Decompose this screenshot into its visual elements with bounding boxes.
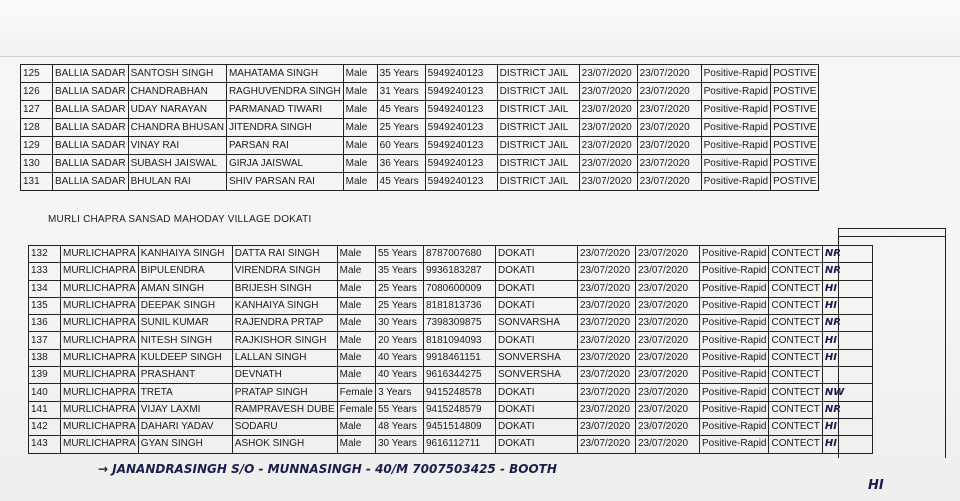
cell-father: ASHOK SINGH: [232, 436, 337, 453]
cell-father: SODARU: [232, 418, 337, 435]
cell-name: DAHARI YADAV: [138, 418, 232, 435]
cell-name: TRETA: [138, 384, 232, 401]
table-row: [29, 384, 873, 401]
cell-date2: 23/07/2020: [636, 418, 700, 435]
handwritten-mark: [822, 367, 872, 384]
cell-area: BALLIA SADAR: [53, 83, 129, 101]
cell-name: NITESH SINGH: [138, 332, 232, 349]
cell-date2: 23/07/2020: [636, 315, 700, 332]
cell-test: Positive-Rapid: [700, 401, 769, 418]
cell-area: MURLICHAPRA: [61, 367, 139, 384]
cell-result: CONTECT: [769, 246, 822, 263]
cell-date1: 23/07/2020: [578, 332, 636, 349]
cell-date1: 23/07/2020: [578, 246, 636, 263]
table-row: [29, 280, 873, 297]
cell-date1: 23/07/2020: [578, 367, 636, 384]
cell-date2: 23/07/2020: [637, 65, 701, 83]
cell-sno: 140: [29, 384, 61, 401]
cell-father: RAJENDRA PRTAP: [232, 315, 337, 332]
cell-date1: 23/07/2020: [578, 384, 636, 401]
cell-father: BRIJESH SINGH: [232, 280, 337, 297]
handwritten-mark: NR: [822, 263, 872, 280]
table-row: [29, 263, 873, 280]
cell-phone: 5949240123: [425, 137, 497, 155]
cell-area: BALLIA SADAR: [53, 173, 129, 191]
handwritten-mark: HI: [822, 332, 872, 349]
table-row: [29, 418, 873, 435]
cell-result: CONTECT: [769, 384, 822, 401]
cell-father: MAHATAMA SINGH: [226, 65, 343, 83]
table-row: [29, 436, 873, 453]
cell-sex: Male: [337, 297, 375, 314]
cell-sex: Male: [337, 367, 375, 384]
cell-result: CONTECT: [769, 280, 822, 297]
cell-address: DOKATI: [496, 280, 578, 297]
cell-phone: 5949240123: [425, 65, 497, 83]
cell-date1: 23/07/2020: [578, 401, 636, 418]
cell-sno: 138: [29, 349, 61, 366]
cell-date2: 23/07/2020: [636, 384, 700, 401]
table-row: [21, 119, 819, 137]
cell-name: SUBASH JAISWAL: [128, 155, 226, 173]
cell-sno: 127: [21, 101, 53, 119]
cell-father: PARSAN RAI: [226, 137, 343, 155]
cell-sex: Male: [343, 155, 377, 173]
cell-test: Positive-Rapid: [701, 65, 770, 83]
cell-phone: 8181094093: [424, 332, 496, 349]
cell-name: SUNIL KUMAR: [138, 315, 232, 332]
cell-age: 55 Years: [376, 401, 424, 418]
cell-address: DOKATI: [496, 384, 578, 401]
cell-address: DISTRICT JAIL: [497, 137, 579, 155]
table-row: [21, 137, 819, 155]
table-row: [29, 246, 873, 263]
cell-sex: Male: [343, 101, 377, 119]
cell-result: POSTIVE: [771, 65, 819, 83]
cell-date2: 23/07/2020: [636, 280, 700, 297]
cell-area: BALLIA SADAR: [53, 137, 129, 155]
cell-name: BHULAN RAI: [128, 173, 226, 191]
cell-sex: Male: [337, 280, 375, 297]
cell-test: Positive-Rapid: [700, 263, 769, 280]
cell-area: MURLICHAPRA: [61, 297, 139, 314]
cell-area: MURLICHAPRA: [61, 436, 139, 453]
cell-phone: 9936183287: [424, 263, 496, 280]
cell-father: GIRJA JAISWAL: [226, 155, 343, 173]
cell-sno: 143: [29, 436, 61, 453]
handwritten-mark: NW: [822, 384, 872, 401]
cell-test: Positive-Rapid: [700, 297, 769, 314]
cell-result: CONTECT: [769, 418, 822, 435]
cell-area: MURLICHAPRA: [61, 401, 139, 418]
cell-sex: Male: [337, 349, 375, 366]
cell-date2: 23/07/2020: [637, 155, 701, 173]
cell-name: CHANDRABHAN: [128, 83, 226, 101]
cell-sex: Male: [343, 83, 377, 101]
cell-sex: Male: [343, 65, 377, 83]
cell-test: Positive-Rapid: [700, 436, 769, 453]
cell-area: MURLICHAPRA: [61, 280, 139, 297]
cell-age: 20 Years: [376, 332, 424, 349]
cell-age: 31 Years: [377, 83, 425, 101]
village-heading: MURLI CHAPRA SANSAD MAHODAY VILLAGE DOKATI: [48, 214, 312, 225]
cell-date2: 23/07/2020: [637, 137, 701, 155]
cell-name: BIPULENDRA: [138, 263, 232, 280]
cell-phone: 8787007680: [424, 246, 496, 263]
cell-date1: 23/07/2020: [578, 297, 636, 314]
cell-name: KANHAIYA SINGH: [138, 246, 232, 263]
cell-test: Positive-Rapid: [701, 101, 770, 119]
cell-result: CONTECT: [769, 332, 822, 349]
cell-phone: 9918461151: [424, 349, 496, 366]
cell-date2: 23/07/2020: [637, 119, 701, 137]
cell-sex: Male: [343, 119, 377, 137]
handwritten-mark: HI: [822, 436, 872, 453]
cell-test: Positive-Rapid: [700, 349, 769, 366]
cell-name: PRASHANT: [138, 367, 232, 384]
cell-age: 25 Years: [376, 297, 424, 314]
handwritten-mark: HI: [822, 349, 872, 366]
cell-age: 60 Years: [377, 137, 425, 155]
cell-area: MURLICHAPRA: [61, 332, 139, 349]
cell-sex: Male: [343, 173, 377, 191]
cell-sno: 133: [29, 263, 61, 280]
cell-address: DISTRICT JAIL: [497, 155, 579, 173]
table-row: [29, 315, 873, 332]
cell-test: Positive-Rapid: [700, 367, 769, 384]
cell-date2: 23/07/2020: [636, 332, 700, 349]
cell-date1: 23/07/2020: [579, 101, 637, 119]
cell-result: POSTIVE: [771, 83, 819, 101]
cell-sex: Female: [337, 401, 375, 418]
cell-address: DOKATI: [496, 436, 578, 453]
cell-father: KANHAIYA SINGH: [232, 297, 337, 314]
cell-date1: 23/07/2020: [579, 83, 637, 101]
cell-sno: 137: [29, 332, 61, 349]
cell-address: SONVERSHA: [496, 367, 578, 384]
cell-name: SANTOSH SINGH: [128, 65, 226, 83]
handwritten-note: → JANANDRASINGH S/O - MUNNASINGH - 40/M 7007503425 - BOOTH: [98, 462, 557, 476]
cell-address: DOKATI: [496, 418, 578, 435]
cell-address: DISTRICT JAIL: [497, 101, 579, 119]
cell-father: PRATAP SINGH: [232, 384, 337, 401]
cell-area: BALLIA SADAR: [53, 65, 129, 83]
cell-age: 40 Years: [376, 367, 424, 384]
cell-phone: 5949240123: [425, 101, 497, 119]
table-row: [29, 367, 873, 384]
cell-age: 36 Years: [377, 155, 425, 173]
cell-result: POSTIVE: [771, 155, 819, 173]
cell-age: 35 Years: [376, 263, 424, 280]
cell-result: POSTIVE: [771, 173, 819, 191]
table-row: [29, 349, 873, 366]
cell-phone: 9415248578: [424, 384, 496, 401]
cell-date1: 23/07/2020: [578, 315, 636, 332]
cell-address: DISTRICT JAIL: [497, 119, 579, 137]
cell-sex: Male: [337, 246, 375, 263]
cell-phone: 5949240123: [425, 119, 497, 137]
cell-age: 45 Years: [377, 173, 425, 191]
cell-age: 25 Years: [376, 280, 424, 297]
cell-test: Positive-Rapid: [700, 315, 769, 332]
handwritten-mark: NR: [822, 315, 872, 332]
cell-age: 45 Years: [377, 101, 425, 119]
table-row: [21, 65, 819, 83]
cell-phone: 5949240123: [425, 155, 497, 173]
cell-age: 30 Years: [376, 436, 424, 453]
cell-name: DEEPAK SINGH: [138, 297, 232, 314]
cell-phone: 8181813736: [424, 297, 496, 314]
cell-sno: 125: [21, 65, 53, 83]
cell-result: CONTECT: [769, 349, 822, 366]
cell-date2: 23/07/2020: [636, 263, 700, 280]
cell-phone: 9451514809: [424, 418, 496, 435]
cell-date1: 23/07/2020: [578, 280, 636, 297]
cell-name: AMAN SINGH: [138, 280, 232, 297]
cell-date2: 23/07/2020: [636, 297, 700, 314]
cell-father: RAGHUVENDRA SINGH: [226, 83, 343, 101]
cell-date2: 23/07/2020: [636, 436, 700, 453]
cell-age: 55 Years: [376, 246, 424, 263]
cell-address: DISTRICT JAIL: [497, 65, 579, 83]
jail-contacts-table: [20, 64, 819, 191]
cell-sex: Male: [337, 418, 375, 435]
cell-sex: Male: [337, 263, 375, 280]
cell-age: 30 Years: [376, 315, 424, 332]
cell-date1: 23/07/2020: [578, 349, 636, 366]
cell-date2: 23/07/2020: [637, 101, 701, 119]
cell-test: Positive-Rapid: [700, 280, 769, 297]
cell-sex: Female: [337, 384, 375, 401]
cell-phone: 7398309875: [424, 315, 496, 332]
handwritten-mark: NR: [822, 246, 872, 263]
cell-address: SONVARSHA: [496, 315, 578, 332]
cell-date2: 23/07/2020: [636, 367, 700, 384]
table-row: [21, 101, 819, 119]
cell-father: DEVNATH: [232, 367, 337, 384]
cell-date2: 23/07/2020: [636, 349, 700, 366]
cell-address: DOKATI: [496, 263, 578, 280]
cell-date2: 23/07/2020: [636, 401, 700, 418]
cell-sex: Male: [337, 436, 375, 453]
cell-father: DATTA RAI SINGH: [232, 246, 337, 263]
cell-sno: 139: [29, 367, 61, 384]
cell-area: MURLICHAPRA: [61, 246, 139, 263]
cell-result: CONTECT: [769, 401, 822, 418]
village-contacts-table: [28, 245, 873, 454]
cell-result: CONTECT: [769, 263, 822, 280]
cell-father: RAJKISHOR SINGH: [232, 332, 337, 349]
cell-name: UDAY NARAYAN: [128, 101, 226, 119]
cell-sno: 131: [21, 173, 53, 191]
cell-date1: 23/07/2020: [579, 137, 637, 155]
cell-sex: Male: [343, 137, 377, 155]
cell-address: DOKATI: [496, 401, 578, 418]
cell-father: LALLAN SINGH: [232, 349, 337, 366]
cell-result: POSTIVE: [771, 119, 819, 137]
cell-address: DISTRICT JAIL: [497, 83, 579, 101]
cell-father: VIRENDRA SINGH: [232, 263, 337, 280]
cell-area: BALLIA SADAR: [53, 155, 129, 173]
cell-date1: 23/07/2020: [579, 173, 637, 191]
cell-date2: 23/07/2020: [637, 83, 701, 101]
cell-result: CONTECT: [769, 367, 822, 384]
cell-address: DOKATI: [496, 297, 578, 314]
cell-sno: 142: [29, 418, 61, 435]
cell-test: Positive-Rapid: [700, 332, 769, 349]
cell-age: 40 Years: [376, 349, 424, 366]
handwritten-mark: HI: [822, 280, 872, 297]
cell-sno: 136: [29, 315, 61, 332]
table-row: [21, 173, 819, 191]
cell-name: VIJAY LAXMI: [138, 401, 232, 418]
cell-sno: 135: [29, 297, 61, 314]
cell-father: SHIV PARSAN RAI: [226, 173, 343, 191]
cell-name: GYAN SINGH: [138, 436, 232, 453]
cell-result: POSTIVE: [771, 137, 819, 155]
cell-sex: Male: [337, 332, 375, 349]
cell-sno: 129: [21, 137, 53, 155]
cell-name: KULDEEP SINGH: [138, 349, 232, 366]
cell-test: Positive-Rapid: [701, 137, 770, 155]
cell-test: Positive-Rapid: [701, 173, 770, 191]
cell-address: DOKATI: [496, 332, 578, 349]
cell-sex: Male: [337, 315, 375, 332]
cell-date2: 23/07/2020: [636, 246, 700, 263]
handwritten-mark: NR: [822, 401, 872, 418]
cell-address: DISTRICT JAIL: [497, 173, 579, 191]
cell-father: PARMANAD TIWARI: [226, 101, 343, 119]
cell-sno: 130: [21, 155, 53, 173]
cell-address: SONVERSHA: [496, 349, 578, 366]
handwritten-last-mark: HI: [868, 478, 884, 493]
cell-phone: 9616344275: [424, 367, 496, 384]
cell-test: Positive-Rapid: [701, 83, 770, 101]
cell-sno: 128: [21, 119, 53, 137]
cell-phone: 9415248579: [424, 401, 496, 418]
cell-test: Positive-Rapid: [700, 418, 769, 435]
table-row: [21, 155, 819, 173]
cell-date1: 23/07/2020: [579, 155, 637, 173]
table-row: [21, 83, 819, 101]
cell-phone: 5949240123: [425, 83, 497, 101]
cell-result: POSTIVE: [771, 101, 819, 119]
cell-sno: 126: [21, 83, 53, 101]
cell-sno: 134: [29, 280, 61, 297]
table-row: [29, 332, 873, 349]
cell-father: RAMPRAVESH DUBE: [232, 401, 337, 418]
cell-result: CONTECT: [769, 297, 822, 314]
cell-date1: 23/07/2020: [578, 418, 636, 435]
cell-date1: 23/07/2020: [578, 263, 636, 280]
cell-sno: 141: [29, 401, 61, 418]
cell-date1: 23/07/2020: [579, 65, 637, 83]
cell-area: MURLICHAPRA: [61, 315, 139, 332]
cell-test: Positive-Rapid: [701, 119, 770, 137]
cell-age: 3 Years: [376, 384, 424, 401]
cell-name: VINAY RAI: [128, 137, 226, 155]
cell-phone: 9616112711: [424, 436, 496, 453]
cell-name: CHANDRA BHUSAN: [128, 119, 226, 137]
cell-sno: 132: [29, 246, 61, 263]
cell-phone: 5949240123: [425, 173, 497, 191]
cell-father: JITENDRA SINGH: [226, 119, 343, 137]
handwritten-mark: HI: [822, 418, 872, 435]
cell-age: 25 Years: [377, 119, 425, 137]
cell-area: BALLIA SADAR: [53, 119, 129, 137]
cell-address: DOKATI: [496, 246, 578, 263]
cell-test: Positive-Rapid: [700, 246, 769, 263]
cell-area: MURLICHAPRA: [61, 384, 139, 401]
cell-area: BALLIA SADAR: [53, 101, 129, 119]
cell-date2: 23/07/2020: [637, 173, 701, 191]
cell-date1: 23/07/2020: [579, 119, 637, 137]
paper-top-edge: [0, 0, 960, 57]
cell-area: MURLICHAPRA: [61, 418, 139, 435]
cell-date1: 23/07/2020: [578, 436, 636, 453]
cell-test: Positive-Rapid: [701, 155, 770, 173]
cell-test: Positive-Rapid: [700, 384, 769, 401]
cell-result: CONTECT: [769, 315, 822, 332]
table-row: [29, 401, 873, 418]
cell-phone: 7080600009: [424, 280, 496, 297]
cell-area: MURLICHAPRA: [61, 349, 139, 366]
cell-result: CONTECT: [769, 436, 822, 453]
handwritten-mark: HI: [822, 297, 872, 314]
cell-area: MURLICHAPRA: [61, 263, 139, 280]
cell-age: 48 Years: [376, 418, 424, 435]
table-row: [29, 297, 873, 314]
cell-age: 35 Years: [377, 65, 425, 83]
